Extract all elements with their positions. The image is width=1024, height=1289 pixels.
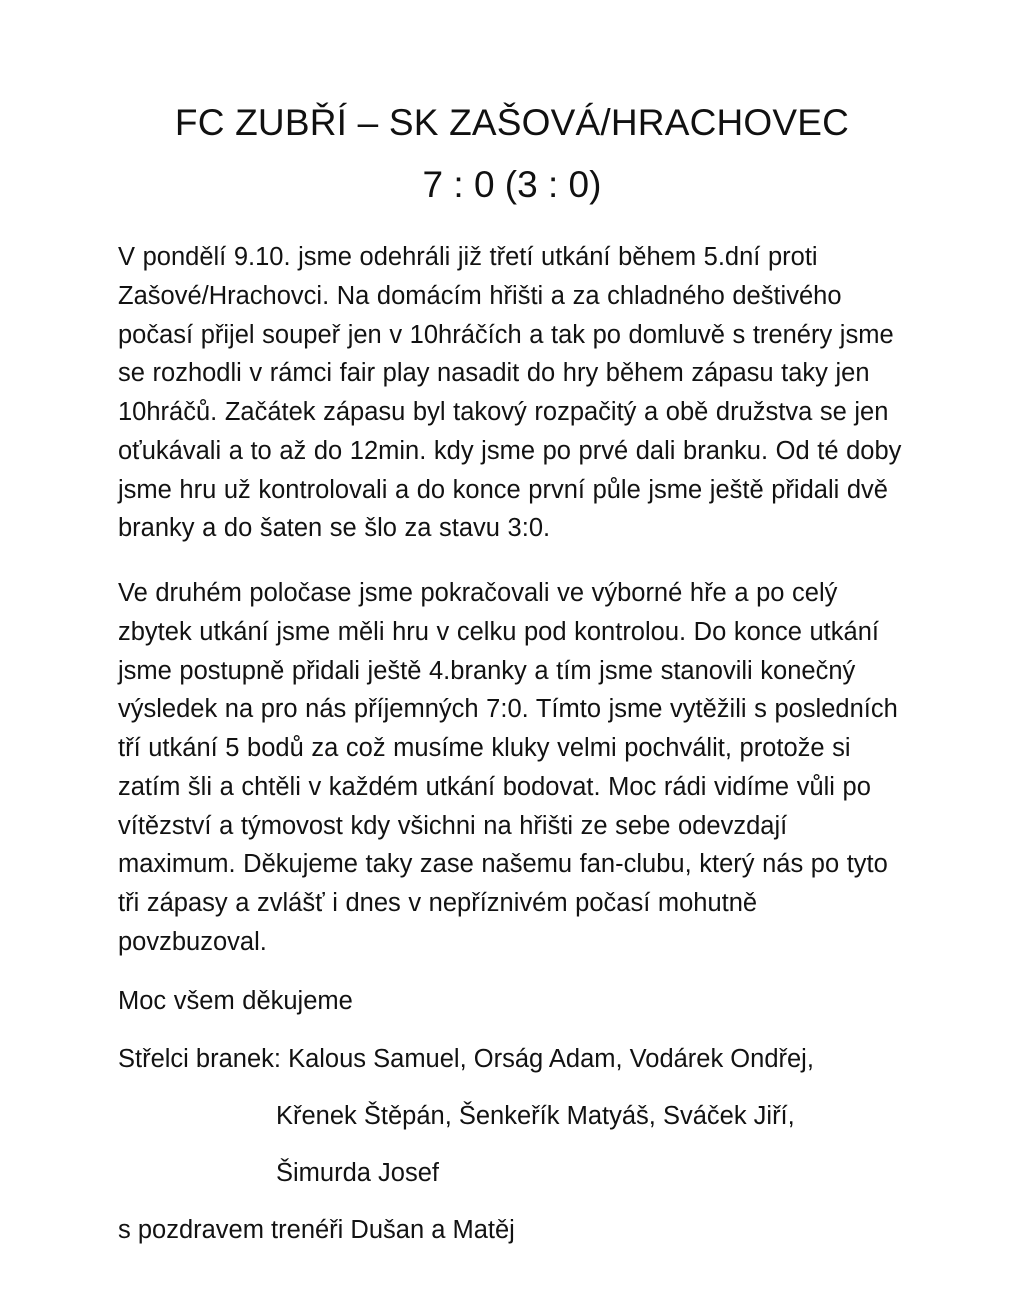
signature-line: s pozdravem trenéři Dušan a Matěj <box>118 1215 515 1244</box>
scorers-line-3: Šimurda Josef <box>276 1158 439 1187</box>
scorers-line-1: Střelci branek: Kalous Samuel, Orság Adam, Vodárek Ondřej, <box>118 1045 814 1074</box>
article-body <box>118 238 906 1249</box>
paragraph-second-half: Ve druhém poločase jsme pokračovali ve výborné hře a po celý zbytek utkání jsme měli hru v celku pod kontrolou. Do konce utkání jsme postupně přidali ještě 4.branky a tím jsme stanovili konečný výsledek na pro nás příjemných 7:0. Tímto jsme vytěžili s posledních tří utkání 5 bodů za což musíme kluky velmi pochválit, protože si zatím šli a chtěli v každém utkání bodovat. Moc rádi vidíme vůli po vítězství a týmovost kdy všichni na hřišti ze sebe odevzdají maximum. Děkujeme taky zase našemu fan-clubu, který nás po tyto tři zápasy a zvlášť i dnes v nepříznivém počasí mohutně povzbuzoval. <box>118 579 898 956</box>
thanks-line: Moc všem děkujeme <box>118 986 353 1015</box>
scorers-line-2: Křenek Štěpán, Šenkeřík Matyáš, Sváček Jiří, <box>276 1102 795 1131</box>
page-title: FC ZUBŘÍ – SK ZAŠOVÁ/HRACHOVEC <box>174 102 850 143</box>
paragraph-first-half: V pondělí 9.10. jsme odehráli již třetí utkání během 5.dní proti Zašové/Hrachovci. Na domácím hřišti a za chladného deštivého počasí přijel soupeř jen v 10hráčích a tak po domluvě s trenéry jsme se rozhodli v rámci fair play nasadit do hry během zápasu taky jen 10hráčů. Začátek zápasu byl takový rozpačitý a obě družstva se jen oťukávali a to až do 12min. kdy jsme po prvé dali branku. Od té doby jsme hru už kontrolovali a do konce první půle jsme ještě přidali dvě branky a do šaten se šlo za stavu 3:0. <box>118 243 902 543</box>
match-score: 7 : 0 (3 : 0) <box>422 164 602 206</box>
scorers-block <box>118 1040 906 1192</box>
